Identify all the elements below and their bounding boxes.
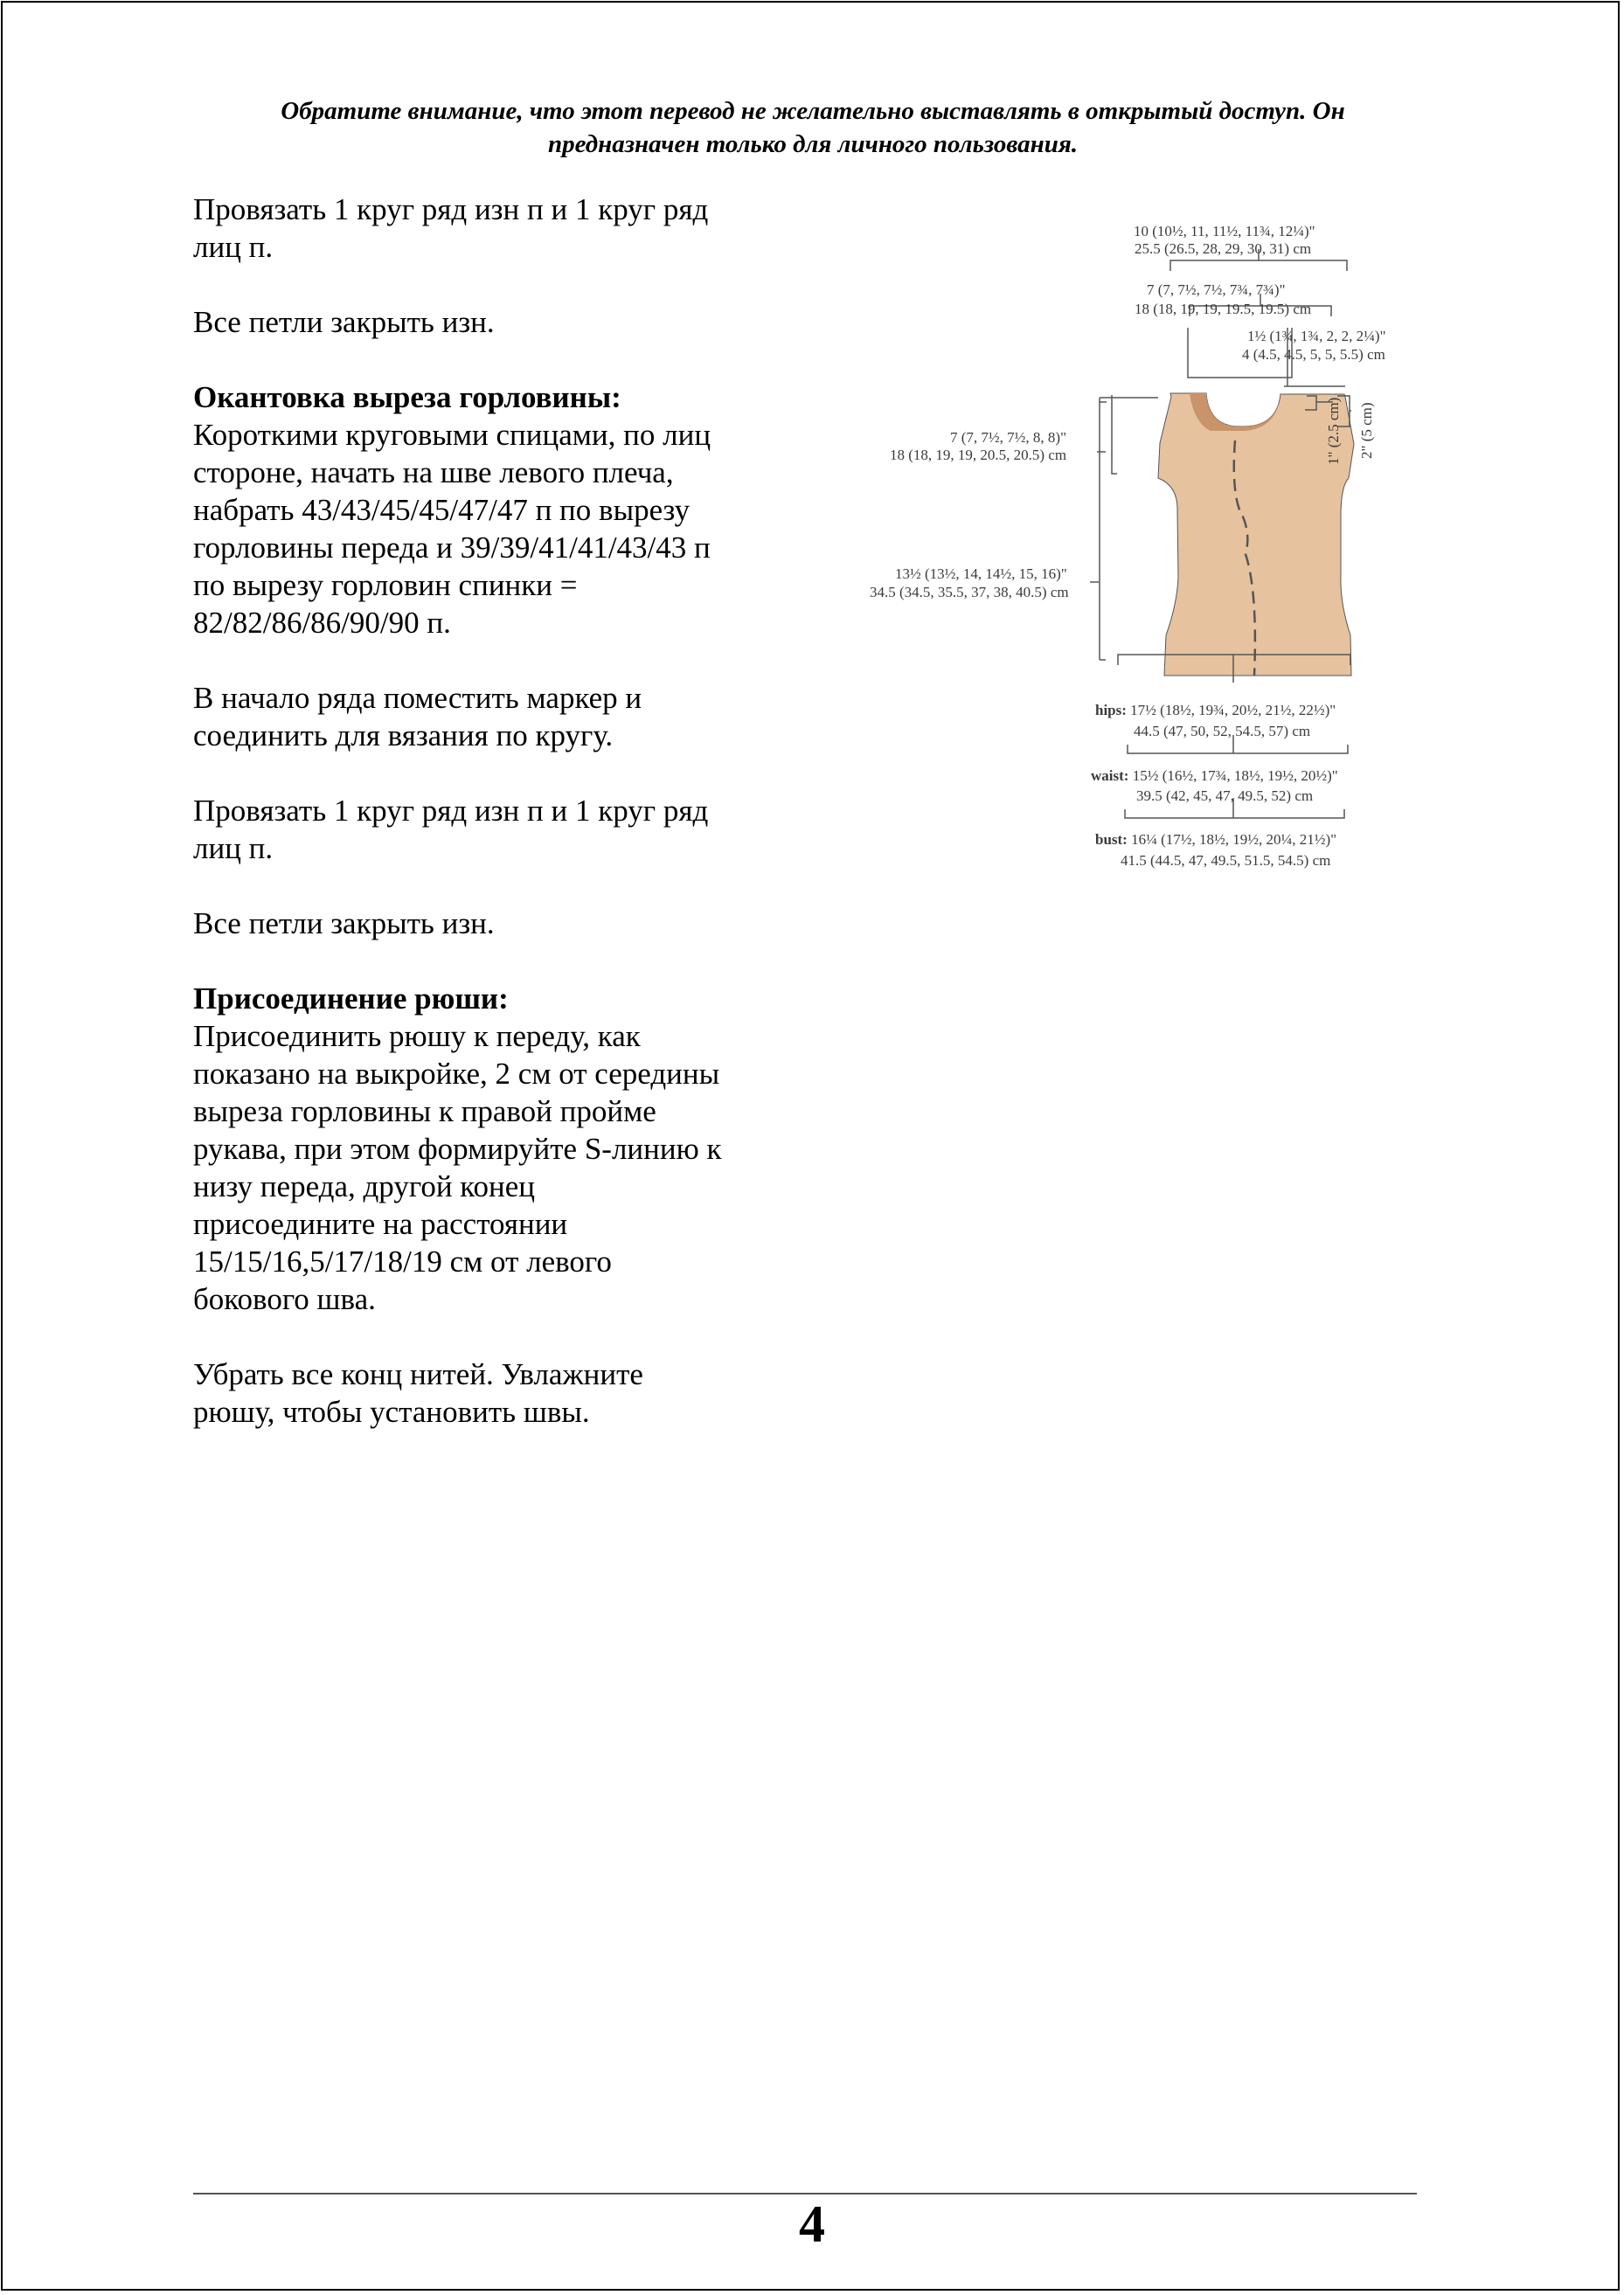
- bust-cm: 41.5 (44.5, 47, 49.5, 51.5, 54.5) cm: [1121, 852, 1331, 869]
- text-line: низу переда, другой конец: [193, 1169, 536, 1203]
- text-line: рукава, при этом формируйте S-линию к: [193, 1132, 722, 1166]
- text-line: Провязать 1 круг ряд изн п и 1 круг ряд: [193, 794, 709, 828]
- neck-drop-2: 2" (5 cm): [1358, 402, 1375, 459]
- text-line: Все петли закрыть изн.: [193, 305, 495, 339]
- paragraph: [193, 303, 779, 341]
- text-line: рюшу, чтобы установить швы.: [193, 1395, 590, 1429]
- text-line: Все петли закрыть изн.: [193, 906, 495, 940]
- notice-line-2: предназначен только для личного пользования.: [547, 130, 1079, 158]
- top-width-cm: 25.5 (26.5, 28, 29, 30, 31) cm: [1135, 240, 1312, 257]
- waist-row: [1091, 767, 1338, 784]
- text-line: присоедините на расстоянии: [193, 1207, 568, 1241]
- schematic-diagram: [861, 210, 1420, 891]
- section-heading: Окантовка выреза горловины:: [193, 380, 621, 414]
- neckband-section: [193, 378, 779, 641]
- bust-row: [1095, 831, 1336, 848]
- shoulder-cm: 4 (4.5, 4.5, 5, 5, 5.5) cm: [1242, 346, 1385, 363]
- neck-drop-1: 1" (2.5 cm): [1325, 397, 1342, 465]
- instructions-column: [193, 191, 779, 1468]
- text-line: показано на выкройке, 2 см от середины: [193, 1057, 720, 1091]
- paragraph: [193, 1356, 779, 1431]
- waist-label: waist:: [1091, 767, 1129, 784]
- text-line: набрать 43/43/45/45/47/47 п по вырезу: [193, 493, 691, 527]
- bust-label: bust:: [1095, 831, 1128, 848]
- page-number: 4: [799, 2195, 825, 2253]
- armhole-in: 7 (7, 7½, 7½, 8, 8)": [950, 429, 1067, 446]
- bust-in: 16¼ (17½, 18½, 19½, 20¼, 21½)": [1131, 831, 1337, 848]
- notice-line-1: Обратите внимание, что этот перевод не желательно выставлять в открытый доступ. Он: [281, 97, 1345, 125]
- shoulder-in: 1½ (1¾, 1¾, 2, 2, 2¼)": [1247, 328, 1386, 344]
- text-line: стороне, начать на шве левого плеча,: [193, 455, 674, 489]
- text-line: горловины переда и 39/39/41/41/43/43 п: [193, 530, 711, 565]
- text-line: лиц п.: [193, 230, 274, 264]
- paragraph: [193, 792, 779, 867]
- text-line: 82/82/86/86/90/90 п.: [193, 606, 451, 640]
- hips-row: [1095, 702, 1336, 718]
- text-line: соединить для вязания по кругу.: [193, 718, 614, 752]
- text-line: выреза горловины к правой пройме: [193, 1094, 656, 1128]
- text-line: по вырезу горловин спинки =: [193, 568, 578, 602]
- armhole-cm: 18 (18, 19, 19, 20.5, 20.5) cm: [890, 447, 1067, 463]
- text-line: лиц п.: [193, 831, 274, 865]
- neck-width-in: 7 (7, 7½, 7½, 7¾, 7¾)": [1147, 281, 1286, 298]
- text-line: Короткими круговыми спицами, по лиц: [193, 418, 711, 452]
- text-line: Убрать все конц нитей. Увлажните: [193, 1357, 643, 1391]
- waist-cm: 39.5 (42, 45, 47, 49.5, 52) cm: [1136, 787, 1314, 804]
- paragraph: [193, 191, 779, 266]
- paragraph: [193, 905, 779, 942]
- waist-in: 15½ (16½, 17¾, 18½, 19½, 20½)": [1132, 767, 1338, 784]
- side-in: 13½ (13½, 14, 14½, 15, 16)": [895, 565, 1067, 582]
- ruffle-section: [193, 980, 779, 1318]
- hips-label: hips:: [1095, 702, 1127, 718]
- text-line: Присоединить рюшу к переду, как: [193, 1019, 641, 1053]
- side-cm: 34.5 (34.5, 35.5, 37, 38, 40.5) cm: [870, 584, 1069, 600]
- top-width-in: 10 (10½, 11, 11½, 11¾, 12¼)": [1134, 223, 1315, 239]
- hips-cm: 44.5 (47, 50, 52, 54.5, 57) cm: [1134, 723, 1311, 739]
- text-line: бокового шва.: [193, 1282, 376, 1316]
- hips-in: 17½ (18½, 19¾, 20½, 21½, 22½)": [1130, 702, 1336, 718]
- neck-width-cm: 18 (18, 19, 19, 19.5, 19.5) cm: [1135, 301, 1312, 317]
- section-heading: Присоединение рюши:: [193, 981, 509, 1016]
- paragraph: [193, 679, 779, 754]
- text-line: 15/15/16,5/17/18/19 см от левого: [193, 1245, 612, 1279]
- text-line: Провязать 1 круг ряд изн п и 1 круг ряд: [193, 192, 709, 226]
- text-line: В начало ряда поместить маркер и: [193, 681, 642, 715]
- translation-notice: [201, 94, 1425, 161]
